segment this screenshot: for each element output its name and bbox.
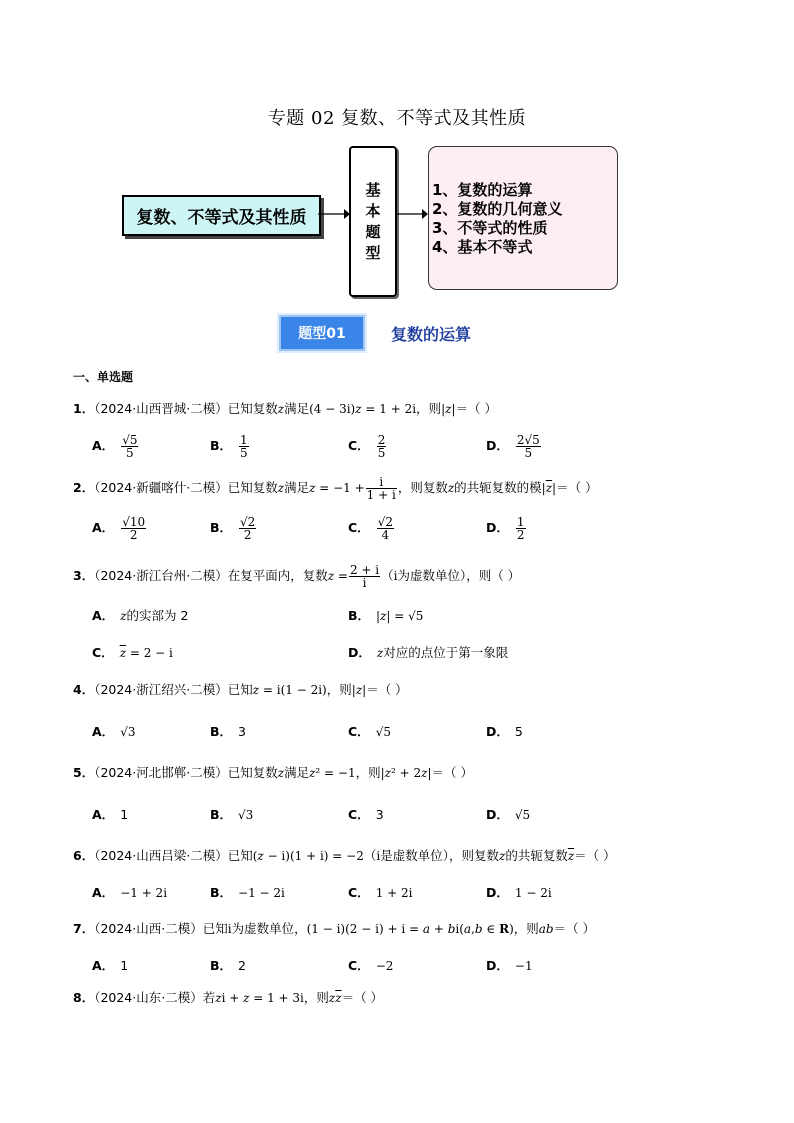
question-source: （2024·山西吕梁·二模） <box>94 848 228 863</box>
question-text: ＝（ ） <box>341 990 384 1005</box>
question-number: 6． <box>73 848 95 863</box>
question-text: ，则 <box>416 401 442 416</box>
question-number: 8． <box>73 990 95 1005</box>
option-d[interactable]: D． √5 <box>486 807 531 822</box>
question-text: ，则 <box>326 682 352 697</box>
question-type-box <box>349 146 397 297</box>
option-text: 1 <box>120 958 129 973</box>
question-source: （2024·山西·二模） <box>94 921 203 936</box>
question-source: （2024·山西晋城·二模） <box>94 401 228 416</box>
option-c[interactable]: C． $\overline{z} = 2 - i$ <box>92 645 173 660</box>
option-text: 5 <box>514 724 523 739</box>
question-number: 3． <box>73 568 95 583</box>
section-heading: 一、单选题 <box>73 370 134 384</box>
question-text: ＝（ ） <box>366 682 408 697</box>
question-text: （ <box>363 848 377 863</box>
section-badge: 题型01 <box>279 315 365 351</box>
topic-list-item: 3、不等式的性质 <box>432 219 548 237</box>
question-text: 的共轭复数 <box>505 848 568 863</box>
question-number: 7． <box>73 921 95 936</box>
question-1: 1．（2024·山西晋城·二模）已知复数z满足(4 − 3i)z = 1 + 2i，则|z|＝（ ） <box>73 401 497 416</box>
question-text: ，则 <box>355 765 381 780</box>
option-c[interactable]: C． $\frac{√2}{4}$ <box>348 515 393 542</box>
type-char: 题 <box>365 222 381 241</box>
option-c[interactable]: C． 3 <box>348 807 384 822</box>
topic-box: 复数、不等式及其性质 <box>122 195 321 236</box>
question-text: 满足 <box>284 480 310 495</box>
question-source: （2024·河北邯郸·二模） <box>94 765 228 780</box>
option-d[interactable]: D． −1 <box>486 958 533 973</box>
topic-list-box <box>428 146 618 290</box>
option-d[interactable]: D． z对应的点位于第一象限 <box>348 645 509 660</box>
question-text: ＝（ ） <box>553 921 596 936</box>
question-source: （2024·浙江台州·二模） <box>94 568 228 583</box>
question-text: ＝（ ） <box>574 848 616 863</box>
question-text: 为虚数单位），则（ ） <box>397 568 521 583</box>
option-text: 1 <box>120 807 129 822</box>
arrow-right-icon <box>318 206 352 222</box>
question-source: （2024·山东·二模） <box>94 990 203 1005</box>
option-c[interactable]: C． −2 <box>348 958 394 973</box>
option-b[interactable]: B． |z| = √5 <box>348 608 424 623</box>
question-5: 5．（2024·河北邯郸·二模）已知复数z满足z² = −1，则|z² + 2z|＝（ ） <box>73 765 473 780</box>
option-c[interactable]: C． √5 <box>348 724 391 739</box>
option-d[interactable]: D． $\frac{1}{2}$ <box>486 515 525 542</box>
option-b[interactable]: B． 3 <box>210 724 246 739</box>
question-4: 4．（2024·浙江绍兴·二模）已知z = i(1 − 2i)，则|z|＝（ ） <box>73 682 408 697</box>
question-text: 的共轭复数的模 <box>454 480 542 495</box>
type-char: 本 <box>365 201 381 220</box>
option-a[interactable]: A． −1 + 2i <box>92 885 168 900</box>
question-source: （2024·新疆喀什·二模） <box>94 480 228 495</box>
question-text: 已知复数 <box>227 401 278 416</box>
question-text: 若 <box>202 990 216 1005</box>
option-text: 2 <box>238 958 246 973</box>
option-b[interactable]: B． $\frac{1}{5}$ <box>210 433 248 460</box>
option-d[interactable]: D． 1 − 2i <box>486 885 552 900</box>
option-text: −1 <box>514 959 533 973</box>
question-3: 3．（2024·浙江台州·二模）在复平面内，复数z = $\frac{2 + i}{i}$ （i为虚数单位），则（ ） <box>73 563 521 590</box>
option-d[interactable]: D． 5 <box>486 724 523 739</box>
question-text: 已知复数 <box>227 765 278 780</box>
question-text: ，则 <box>513 921 539 936</box>
question-number: 1． <box>73 401 95 416</box>
question-number: 5． <box>73 765 95 780</box>
option-a[interactable]: A． 1 <box>92 958 129 973</box>
question-text: 已知复数 <box>227 480 278 495</box>
option-a[interactable]: A． $\frac{√10}{2}$ <box>92 515 146 542</box>
option-text: 的实部为 2 <box>126 608 189 623</box>
question-text: 已知 <box>202 921 228 936</box>
option-c[interactable]: C． 1 + 2i <box>348 885 413 900</box>
question-text: ＝（ ） <box>556 480 598 495</box>
page-title: 专题 02 复数、不等式及其性质 <box>267 108 527 129</box>
option-b[interactable]: B． $\frac{√2}{2}$ <box>210 515 256 542</box>
option-b[interactable]: B． √3 <box>210 807 254 822</box>
question-text: ，则复数 <box>397 480 448 495</box>
question-2: 2．（2024·新疆喀什·二模）已知复数z满足z = −1 + $\frac{i}{1 + i}$ ，则复数z的共轭复数的模$|\overline{z}|=$（ ） <box>73 475 598 502</box>
option-b[interactable]: B． −1 − 2i <box>210 885 285 900</box>
question-number: 4． <box>73 682 95 697</box>
question-text: 是虚数单位），则复数 <box>380 848 499 863</box>
question-text: 满足 <box>284 401 310 416</box>
arrow-right-icon <box>395 206 429 222</box>
question-text: 已知 <box>227 848 253 863</box>
option-text: 3 <box>375 807 384 822</box>
option-b[interactable]: B． 2 <box>210 958 246 973</box>
question-text: 在复平面内，复数 <box>227 568 328 583</box>
question-text: ＝（ ） <box>455 401 497 416</box>
option-text: 3 <box>238 724 246 739</box>
question-text: （ <box>381 568 394 583</box>
option-a[interactable]: A． z的实部为 2 <box>92 608 189 623</box>
question-text: 已知 <box>227 682 253 697</box>
option-text: 对应的点位于第一象限 <box>383 645 509 660</box>
question-text: ，则 <box>303 990 329 1005</box>
option-c[interactable]: C． $\frac{2}{5}$ <box>348 433 386 460</box>
topic-list-item: 4、基本不等式 <box>432 238 533 256</box>
option-a[interactable]: A． 1 <box>92 807 129 822</box>
section-title: 复数的运算 <box>391 325 472 344</box>
question-text: ＝（ ） <box>431 765 473 780</box>
option-a[interactable]: A． $\frac{√5}{5}$ <box>92 433 138 460</box>
option-text: −2 <box>375 959 394 973</box>
option-d[interactable]: D． $\frac{2√5}{5}$ <box>486 433 540 460</box>
type-char: 基 <box>365 180 381 199</box>
type-char: 型 <box>365 243 381 262</box>
question-6: 6．（2024·山西吕梁·二模）已知(z − i)(1 + i) = −2（i是虚数单位），则复数z的共轭复数$\overline{z}=$（ ） <box>73 848 616 863</box>
question-text: 为虚数单位， <box>231 921 307 936</box>
question-7: 7．（2024·山西·二模）已知i为虚数单位，(1 − i)(2 − i) + i = a + bi(a,b ∈ R)，则ab＝（ ） <box>73 921 596 936</box>
question-source: （2024·浙江绍兴·二模） <box>94 682 228 697</box>
question-8: 8．（2024·山东·二模）若zi + z = 1 + 3i，则$z\overline{z}=$（ ） <box>73 990 384 1005</box>
question-number: 2． <box>73 480 95 495</box>
option-a[interactable]: A． √3 <box>92 724 136 739</box>
topic-list-item: 2、复数的几何意义 <box>432 200 563 218</box>
question-text: 满足 <box>284 765 310 780</box>
topic-list-item: 1、复数的运算 <box>432 181 533 199</box>
